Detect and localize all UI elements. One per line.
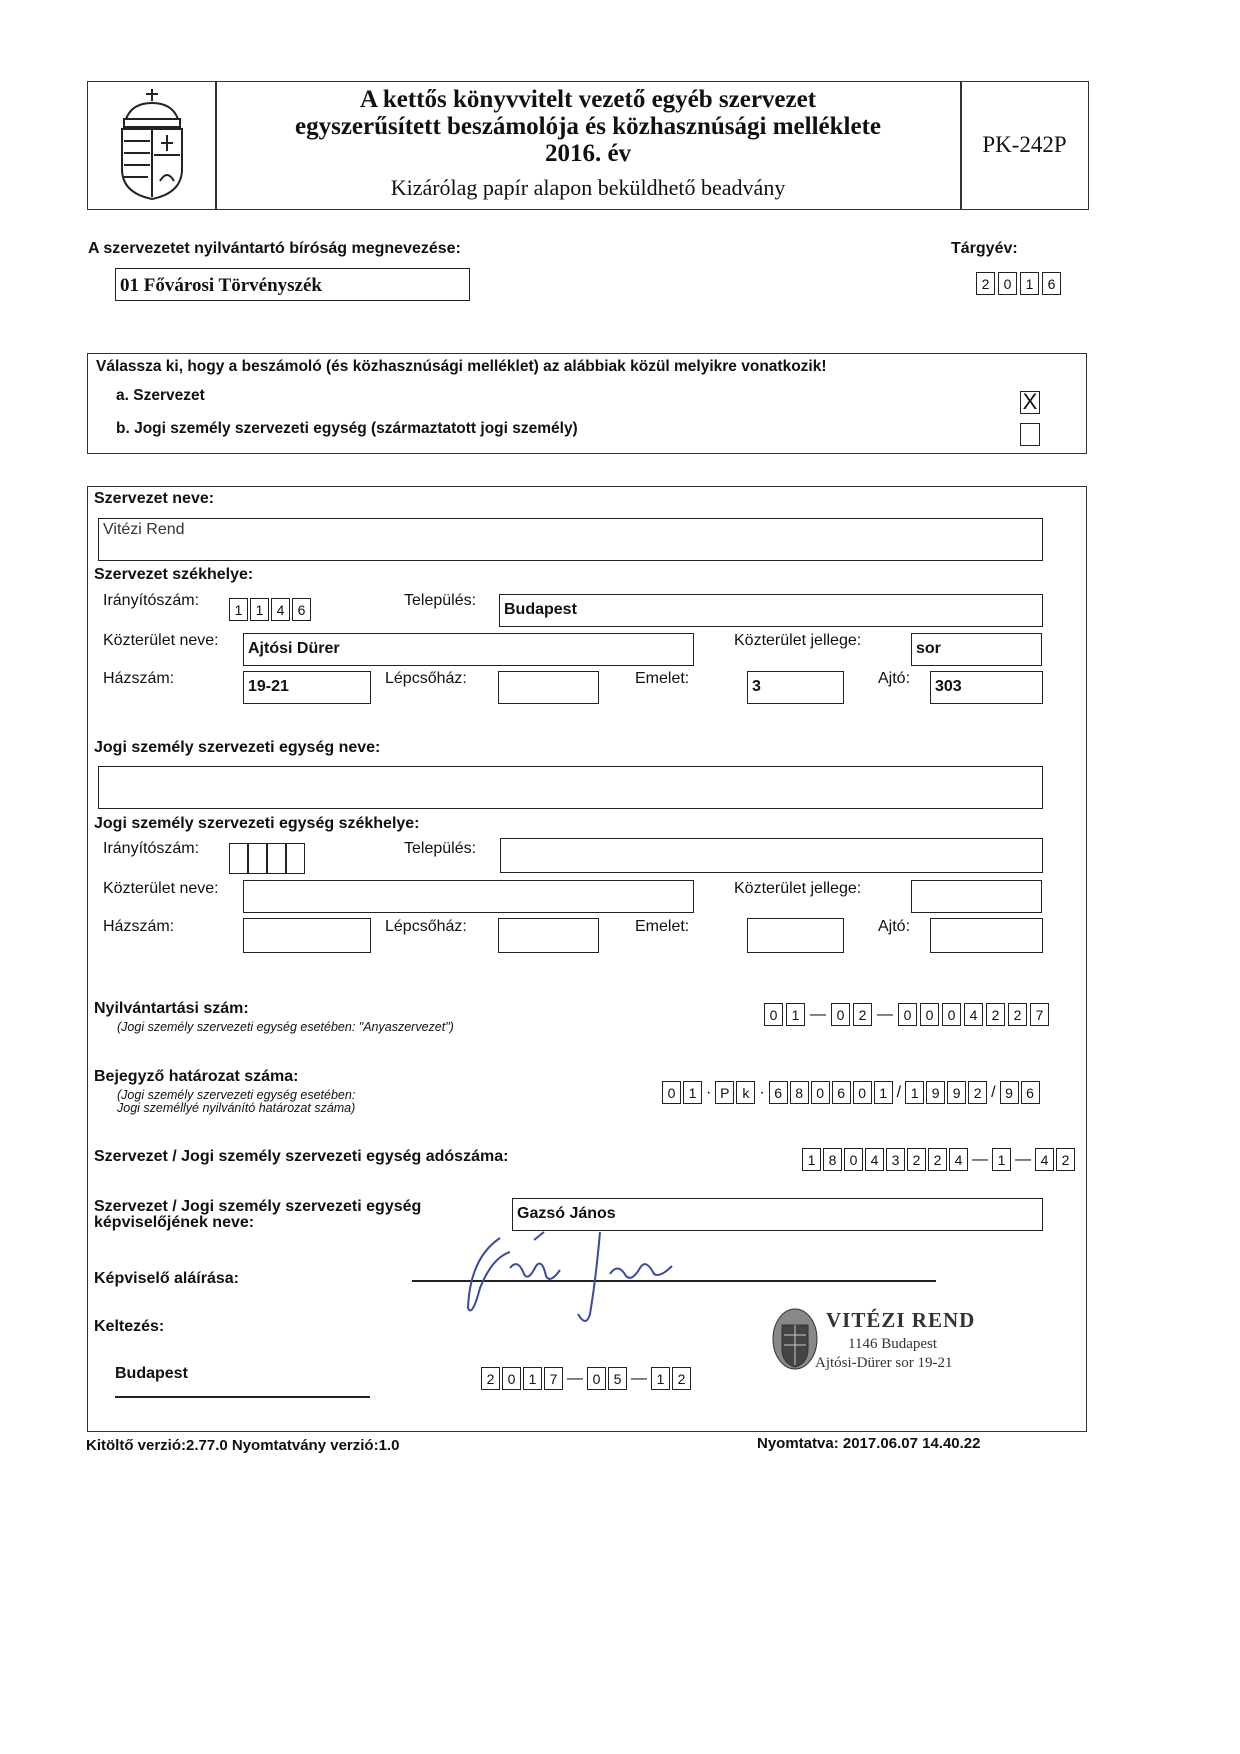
year-digits	[976, 272, 1061, 295]
tax-digit[interactable]: 2	[907, 1148, 926, 1171]
court-field[interactable]: 01 Fővárosi Törvényszék	[115, 268, 470, 301]
unit-street-type-field[interactable]	[911, 880, 1042, 913]
registry-separator: —	[810, 1005, 826, 1023]
registry-digit[interactable]: 2	[853, 1003, 872, 1026]
stamp-emblem-icon	[770, 1305, 820, 1373]
tax-label: Szervezet / Jogi személy szervezeti egység adószáma:	[94, 1148, 509, 1165]
tax-separator: —	[972, 1150, 988, 1168]
unit-street-type-label: Közterület jellege:	[734, 880, 862, 897]
coat-of-arms-icon	[112, 85, 192, 203]
zip-digit[interactable]: 4	[271, 598, 290, 621]
zip-digit[interactable]	[286, 843, 305, 874]
date-digit[interactable]: 2	[481, 1367, 500, 1390]
tax-separator: —	[1015, 1150, 1031, 1168]
option-a-label: a. Szervezet	[116, 387, 205, 404]
tax-digit[interactable]: 4	[1035, 1148, 1054, 1171]
tax-digit[interactable]: 0	[844, 1148, 863, 1171]
decision-digit[interactable]: 6	[1021, 1081, 1040, 1104]
form-title-line3: 2016. év	[544, 140, 632, 167]
year-digit[interactable]: 1	[1020, 272, 1039, 295]
form-subtitle: Kizárólag papír alapon beküldhető beadvány	[390, 175, 786, 200]
zip-digit[interactable]: 6	[292, 598, 311, 621]
zip-digit[interactable]	[229, 843, 248, 874]
registry-label: Nyilvántartási szám:	[94, 1000, 249, 1017]
decision-digit[interactable]: P	[715, 1081, 734, 1104]
tax-digits	[802, 1148, 1075, 1171]
unit-name-label: Jogi személy szervezeti egység neve:	[94, 739, 381, 756]
decision-digit[interactable]: 1	[683, 1081, 702, 1104]
representative-name-field[interactable]: Gazsó János	[512, 1198, 1043, 1231]
decision-digit[interactable]: 6	[832, 1081, 851, 1104]
form-code: PK-242P	[982, 132, 1067, 157]
representative-label-line1: Szervezet / Jogi személy szervezeti egység	[94, 1198, 422, 1215]
decision-dot: ·	[759, 1083, 765, 1101]
org-door-label: Ajtó:	[878, 670, 911, 687]
org-name-label: Szervezet neve:	[94, 490, 215, 507]
court-label: A szervezetet nyilvántartó bíróság megnevezése:	[88, 240, 461, 257]
decision-digit[interactable]: k	[736, 1081, 755, 1104]
stamp-line3: Ajtósi-Dürer sor 19-21	[815, 1355, 953, 1371]
registry-digit[interactable]: 0	[942, 1003, 961, 1026]
date-digit[interactable]: 0	[587, 1367, 606, 1390]
org-city-field[interactable]: Budapest	[499, 594, 1043, 627]
org-name-field[interactable]: Vitézi Rend	[98, 518, 1043, 561]
org-stair-label: Lépcsőház:	[385, 670, 467, 687]
org-street-field[interactable]: Ajtósi Dürer	[243, 633, 694, 666]
unit-zip-label: Irányítószám:	[103, 840, 200, 857]
decision-digit[interactable]: 9	[947, 1081, 966, 1104]
decision-digit[interactable]: 0	[662, 1081, 681, 1104]
stamp-line1: VITÉZI REND	[826, 1308, 976, 1332]
date-digit[interactable]: 1	[651, 1367, 670, 1390]
form-title-line1: A kettős könyvvitelt vezető egyéb szervezet	[359, 86, 817, 113]
tax-digit[interactable]: 8	[823, 1148, 842, 1171]
registry-separator: —	[877, 1005, 893, 1023]
registry-digit[interactable]: 4	[964, 1003, 983, 1026]
zip-digit[interactable]: 1	[250, 598, 269, 621]
date-digit[interactable]: 5	[608, 1367, 627, 1390]
decision-slash: /	[896, 1083, 902, 1101]
signature-label: Képviselő aláírása:	[94, 1270, 239, 1287]
zip-digit[interactable]	[267, 843, 286, 874]
org-seat-label: Szervezet székhelye:	[94, 566, 254, 583]
org-floor-field[interactable]: 3	[747, 671, 844, 704]
unit-street-field[interactable]	[243, 880, 694, 913]
org-zip-digits	[229, 598, 311, 621]
unit-floor-label: Emelet:	[635, 918, 690, 935]
tax-digit[interactable]: 4	[949, 1148, 968, 1171]
org-street-type-label: Közterület jellege:	[734, 632, 862, 649]
org-stair-field[interactable]	[498, 671, 599, 704]
decision-digit[interactable]: 1	[905, 1081, 924, 1104]
unit-house-label: Házszám:	[103, 918, 175, 935]
registry-digit[interactable]: 0	[898, 1003, 917, 1026]
decision-digit[interactable]: 2	[968, 1081, 987, 1104]
registry-digit[interactable]: 0	[831, 1003, 850, 1026]
tax-digit[interactable]: 3	[886, 1148, 905, 1171]
org-street-type-field[interactable]: sor	[911, 633, 1042, 666]
decision-dot: ·	[706, 1083, 712, 1101]
org-house-label: Házszám:	[103, 670, 175, 687]
stamp-line2: 1146 Budapest	[848, 1336, 938, 1352]
tax-digit[interactable]: 2	[1056, 1148, 1075, 1171]
year-label: Tárgyév:	[951, 240, 1018, 257]
registry-digit[interactable]: 1	[786, 1003, 805, 1026]
unit-seat-label: Jogi személy szervezeti egység székhelye:	[94, 815, 420, 832]
registry-digits	[764, 1003, 1049, 1026]
date-separator: —	[567, 1369, 583, 1387]
signature-image	[450, 1218, 710, 1338]
decision-digit[interactable]: 6	[769, 1081, 788, 1104]
zip-digit[interactable]: 1	[229, 598, 248, 621]
option-a-checkbox[interactable]: X	[1020, 391, 1040, 414]
decision-digit[interactable]: 1	[874, 1081, 893, 1104]
unit-street-label: Közterület neve:	[103, 880, 219, 897]
form-title-line2: egyszerűsített beszámolója és közhasznúsági melléklete	[295, 113, 881, 140]
unit-zip-digits	[229, 843, 305, 874]
year-digit[interactable]: 2	[976, 272, 995, 295]
registry-digit[interactable]: 0	[920, 1003, 939, 1026]
org-door-field[interactable]: 303	[930, 671, 1043, 704]
unit-stair-field[interactable]	[498, 918, 599, 953]
unit-name-field[interactable]	[98, 766, 1043, 809]
decision-digit[interactable]: 8	[790, 1081, 809, 1104]
date-digit[interactable]: 1	[523, 1367, 542, 1390]
unit-house-field[interactable]	[243, 918, 371, 953]
date-digit[interactable]: 0	[502, 1367, 521, 1390]
decision-note-line1: (Jogi személy szervezeti egység esetében:	[117, 1088, 356, 1102]
choice-question: Válassza ki, hogy a beszámoló (és közhasznúsági melléklet) az alábbiak közül melyikre vonatkozik!	[96, 358, 827, 375]
tax-digit[interactable]: 2	[928, 1148, 947, 1171]
unit-city-field[interactable]	[500, 838, 1043, 873]
decision-digits	[662, 1081, 1040, 1104]
org-city-label: Település:	[404, 592, 477, 609]
representative-label-line2: képviselőjének neve:	[94, 1214, 255, 1231]
registry-digit[interactable]: 2	[986, 1003, 1005, 1026]
decision-digit[interactable]: 0	[853, 1081, 872, 1104]
org-street-label: Közterület neve:	[103, 632, 219, 649]
registry-digit[interactable]: 0	[764, 1003, 783, 1026]
decision-label: Bejegyző határozat száma:	[94, 1068, 299, 1085]
registry-digit[interactable]: 7	[1030, 1003, 1049, 1026]
date-digit[interactable]: 7	[544, 1367, 563, 1390]
org-house-field[interactable]: 19-21	[243, 671, 371, 704]
option-b-checkbox[interactable]	[1020, 423, 1040, 446]
date-separator: —	[631, 1369, 647, 1387]
decision-digit[interactable]: 9	[1000, 1081, 1019, 1104]
footer-version: Kitöltő verzió:2.77.0 Nyomtatvány verzió:1.0	[86, 1437, 400, 1454]
unit-door-label: Ajtó:	[878, 918, 911, 935]
year-digit[interactable]: 0	[998, 272, 1017, 295]
option-b-label: b. Jogi személy szervezeti egység (származtatott jogi személy)	[116, 420, 578, 437]
tax-digit[interactable]: 1	[992, 1148, 1011, 1171]
tax-digit[interactable]: 1	[802, 1148, 821, 1171]
unit-city-label: Település:	[404, 840, 477, 857]
dating-place-line	[115, 1396, 370, 1398]
org-zip-label: Irányítószám:	[103, 592, 200, 609]
dating-place[interactable]: Budapest	[115, 1365, 188, 1382]
footer-printed: Nyomtatva: 2017.06.07 14.40.22	[757, 1435, 981, 1452]
registry-note: (Jogi személy szervezeti egység esetében: "Anyaszervezet")	[117, 1020, 454, 1034]
date-digit[interactable]: 2	[672, 1367, 691, 1390]
decision-digit[interactable]: 9	[926, 1081, 945, 1104]
decision-digit[interactable]: 0	[811, 1081, 830, 1104]
year-digit[interactable]: 6	[1042, 272, 1061, 295]
registry-digit[interactable]: 2	[1008, 1003, 1027, 1026]
zip-digit[interactable]	[248, 843, 267, 874]
unit-door-field[interactable]	[930, 918, 1043, 953]
decision-slash: /	[991, 1083, 996, 1101]
dating-label: Keltezés:	[94, 1318, 165, 1335]
unit-stair-label: Lépcsőház:	[385, 918, 467, 935]
dating-date-digits	[481, 1367, 691, 1390]
org-floor-label: Emelet:	[635, 670, 690, 687]
tax-digit[interactable]: 4	[865, 1148, 884, 1171]
decision-note-line2: Jogi személlyé nyilvánító határozat száma)	[117, 1101, 356, 1115]
unit-floor-field[interactable]	[747, 918, 844, 953]
